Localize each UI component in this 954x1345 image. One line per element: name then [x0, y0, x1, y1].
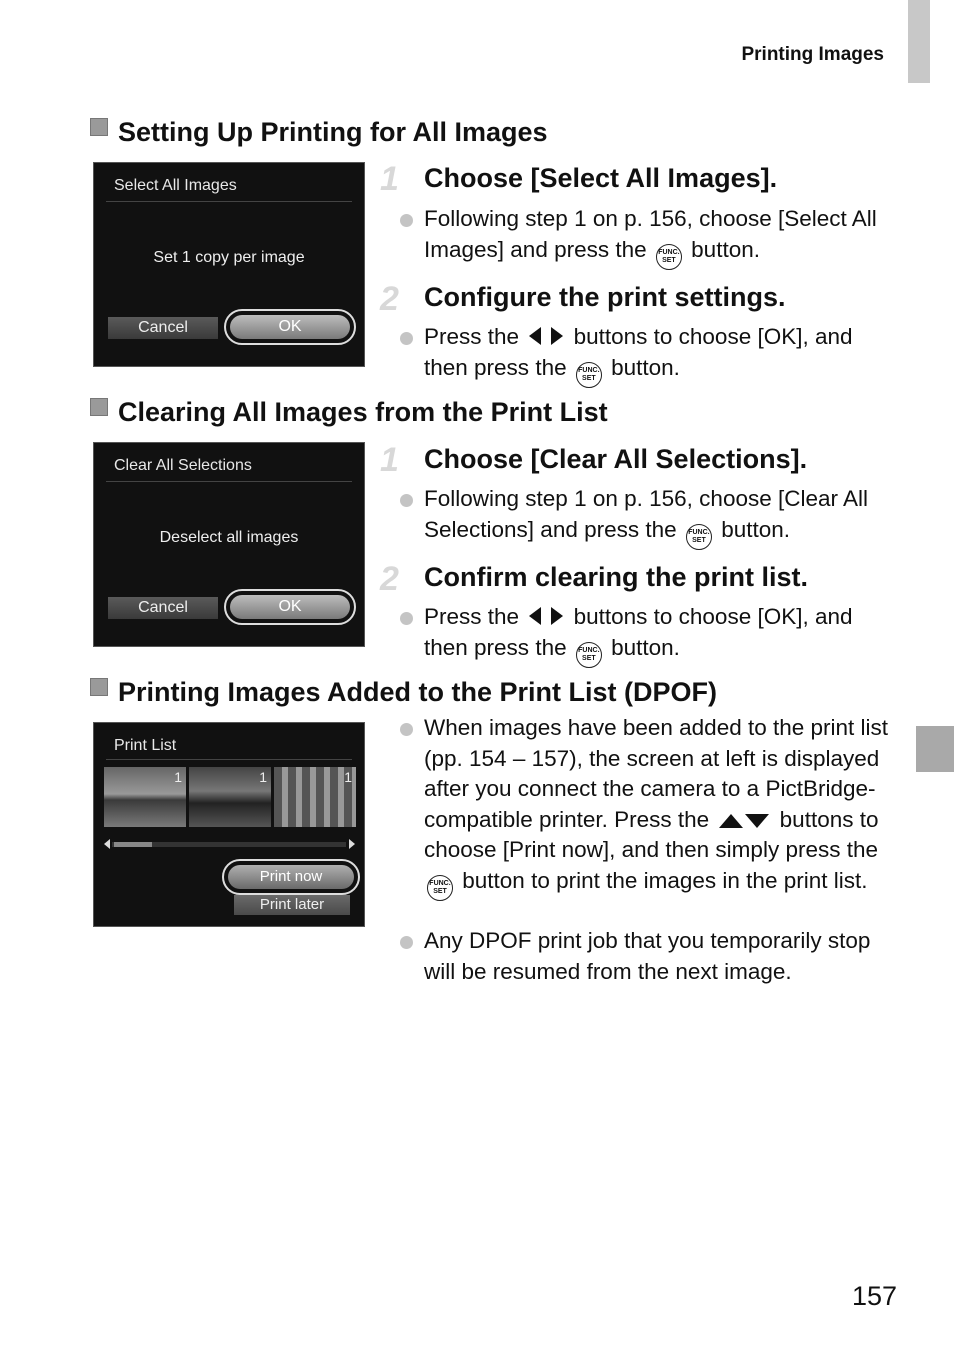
up-down-arrows-icon: [719, 813, 769, 829]
camera-screen-select-all: [93, 162, 365, 367]
step-bullet: Press the buttons to choose [OK], and then press the FUNC. SET button.: [398, 322, 898, 388]
copy-count: 1: [174, 769, 182, 785]
step-title: Choose [Select All Images].: [424, 163, 778, 193]
bullet-dot-icon: [400, 936, 413, 949]
screen-divider: [106, 759, 352, 760]
section-heading-clear-all: Clearing All Images from the Print List: [90, 397, 608, 428]
ok-button: OK: [224, 589, 356, 625]
left-right-arrows-icon: [529, 326, 563, 346]
func-set-button-icon: FUNC. SET: [656, 244, 682, 270]
step-number: 1: [380, 160, 399, 198]
page-number: 157: [852, 1281, 898, 1311]
screen-title: Clear All Selections: [114, 457, 252, 474]
step-title: Confirm clearing the print list.: [424, 562, 809, 592]
func-set-button-icon: FUNC. SET: [576, 362, 602, 388]
step-title: Choose [Clear All Selections].: [424, 444, 808, 474]
thumbnail-image: [274, 767, 356, 827]
bullet-dot-icon: [400, 214, 413, 227]
screen-divider: [106, 481, 352, 482]
cancel-button: Cancel: [108, 317, 218, 339]
copy-count: 1: [344, 769, 352, 785]
step-bullet: Following step 1 on p. 156, choose [Select All Images] and press the FUNC. SET button.: [398, 204, 898, 270]
thumbnail-strip: [104, 767, 354, 827]
step-bullet: Press the buttons to choose [OK], and then press the FUNC. SET button.: [398, 602, 898, 668]
step-number: 2: [380, 560, 399, 598]
func-set-button-icon: FUNC. SET: [686, 524, 712, 550]
section-heading-dpof: Printing Images Added to the Print List (DPOF): [90, 677, 717, 708]
thumbnail-image: [189, 767, 271, 827]
thumbnail-image: [104, 767, 186, 827]
screen-message: Deselect all images: [159, 529, 299, 546]
thumb-tab-side: [916, 726, 954, 772]
bullet-dot-icon: [400, 612, 413, 625]
dpof-bullet: Any DPOF print job that you temporarily stop will be resumed from the next image.: [398, 926, 898, 987]
step-title: Configure the print settings.: [424, 282, 786, 312]
camera-screen-clear-all: [93, 442, 365, 647]
section-square-icon: [90, 398, 108, 416]
screen-title: Select All Images: [114, 177, 237, 194]
step-number: 1: [380, 441, 399, 479]
scrollbar: [112, 842, 346, 847]
bullet-dot-icon: [400, 494, 413, 507]
dpof-bullet: When images have been added to the print list (pp. 154 – 157), the screen at left is displayed after you connect the camera to a PictBridge-compatible printer. Press the buttons to choose [Print now], and then simply press the FUNC. SET button to print the images in the print list.: [398, 713, 898, 901]
cancel-button: Cancel: [108, 597, 218, 619]
camera-screen-print-list: [93, 722, 365, 927]
print-later-button: Print later: [234, 895, 350, 915]
print-now-button: Print now: [222, 859, 360, 895]
screen-title: Print List: [114, 737, 177, 754]
section-square-icon: [90, 678, 108, 696]
screen-divider: [106, 201, 352, 202]
scroll-left-arrow-icon: [104, 839, 110, 849]
screen-message: Set 1 copy per image: [153, 249, 305, 266]
copy-count: 1: [259, 769, 267, 785]
thumb-tab-top: [908, 0, 930, 83]
running-head: Printing Images: [741, 44, 884, 65]
step-bullet: Following step 1 on p. 156, choose [Clear All Selections] and press the FUNC. SET button.: [398, 484, 898, 550]
left-right-arrows-icon: [529, 606, 563, 626]
bullet-dot-icon: [400, 332, 413, 345]
func-set-button-icon: FUNC. SET: [576, 642, 602, 668]
func-set-button-icon: FUNC. SET: [427, 875, 453, 901]
section-square-icon: [90, 118, 108, 136]
scroll-right-arrow-icon: [349, 839, 355, 849]
ok-button: OK: [224, 309, 356, 345]
section-heading-setup-all: Setting Up Printing for All Images: [90, 117, 548, 148]
step-number: 2: [380, 280, 399, 318]
bullet-dot-icon: [400, 723, 413, 736]
